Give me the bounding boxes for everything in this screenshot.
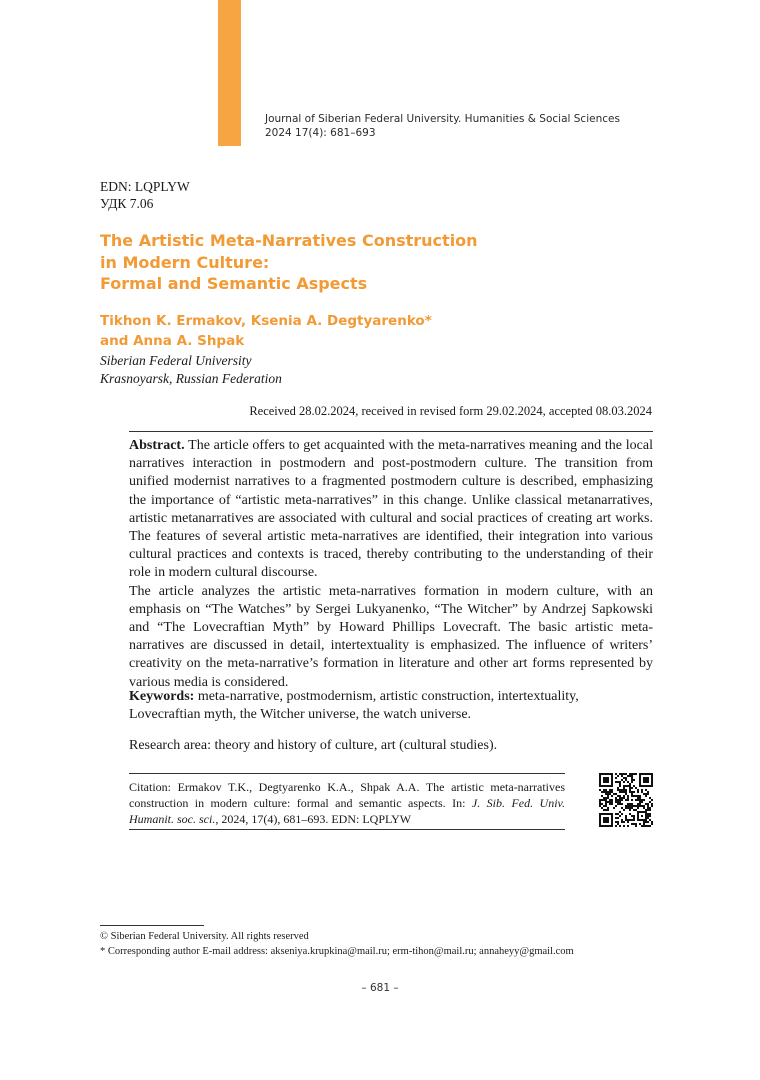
title-line-3: Formal and Semantic Aspects bbox=[100, 274, 368, 293]
abstract-label: Abstract. bbox=[129, 438, 185, 453]
footnote-divider bbox=[100, 925, 204, 926]
page-number: – 681 – bbox=[361, 982, 399, 994]
header-accent-bar bbox=[218, 0, 241, 146]
journal-header bbox=[265, 113, 620, 140]
journal-issue: 2024 17(4): 681–693 bbox=[265, 126, 376, 139]
citation-divider-bottom bbox=[129, 829, 565, 830]
abstract-text-1: The article offers to get acquainted with the meta-narratives meaning and the local narratives interaction in postmodern and post-postmodern culture. The transition from unified modernist narratives to a fragmented postmodern culture is described, emphasizing the importance of “artistic meta-narratives” in this change. Unlike classical metanarratives, artistic metanarratives are associated with cultural and social practices of creating art works. The features of several artistic meta-narratives are identified, their integration into various cultural practices and contexts is traced, thereby contributing to the understanding of their role in modern cultural discourse. bbox=[129, 438, 653, 581]
authors-line-1: Tikhon K. Ermakov, Ksenia A. Degtyarenko* bbox=[100, 313, 432, 329]
affiliation-university: Siberian Federal University bbox=[100, 353, 252, 368]
footnote-corresponding: * Corresponding author E-mail address: akseniya.krupkina@mail.ru; erm-tihon@mail.ru; annaheyy@gmail.com bbox=[100, 946, 574, 957]
abstract-divider bbox=[129, 431, 653, 432]
keywords-text: meta-narrative, postmodernism, artistic construction, intertextuality, Lovecraftian myth, the Witcher universe, the watch universe. bbox=[129, 689, 579, 723]
title-line-1: The Artistic Meta-Narratives Construction bbox=[100, 231, 478, 250]
journal-name: Journal of Siberian Federal University. Humanities & Social Sciences bbox=[265, 113, 620, 125]
citation bbox=[129, 779, 565, 828]
article-title bbox=[100, 230, 620, 295]
qr-code-icon[interactable] bbox=[599, 773, 653, 827]
received-dates: Received 28.02.2024, received in revised form 29.02.2024, accepted 08.03.2024 bbox=[249, 404, 652, 418]
author-list bbox=[100, 311, 432, 351]
edn-code: EDN: LQPLYW bbox=[100, 179, 190, 194]
abstract bbox=[129, 437, 653, 692]
keywords bbox=[129, 688, 653, 724]
abstract-paragraph-2: The article analyzes the artistic meta-narratives formation in modern culture, with an emphasis on “The Watches” by Sergei Lukyanenko, “The Witcher” by Andrzej Sapkowski and “The Lovecraftian Myth” by Howard Phillips Lovecraft. The basic artistic meta-narratives are discussed in detail, intertextuality is emphasized. The influence of writers’ creativity on the meta-narrative’s formation in literature and other art forms represented by various media is considered. bbox=[129, 583, 653, 690]
identifier-codes bbox=[100, 178, 190, 212]
affiliation-city: Krasnoyarsk, Russian Federation bbox=[100, 370, 282, 386]
citation-details: , 2024, 17(4), 681–693. EDN: LQPLYW bbox=[215, 812, 412, 827]
udk-code: УДК 7.06 bbox=[100, 196, 154, 211]
footnote-copyright: © Siberian Federal University. All rights reserved bbox=[100, 931, 309, 942]
keywords-label: Keywords: bbox=[129, 689, 195, 704]
citation-text: Citation: Ermakov T.K., Degtyarenko K.A., Shpak A.A. The artistic meta-narratives construction in modern culture: formal and semantic aspects. In: bbox=[129, 780, 565, 811]
citation-journal: J. Sib. Fed. Univ. Humanit. soc. sci. bbox=[129, 796, 565, 827]
affiliation bbox=[100, 352, 282, 387]
abstract-paragraph-1 bbox=[129, 437, 653, 583]
citation-divider-top bbox=[129, 773, 565, 774]
title-line-2: in Modern Culture: bbox=[100, 252, 270, 272]
authors-line-2: and Anna A. Shpak bbox=[100, 333, 245, 349]
research-area: Research area: theory and history of culture, art (cultural studies). bbox=[129, 738, 498, 753]
